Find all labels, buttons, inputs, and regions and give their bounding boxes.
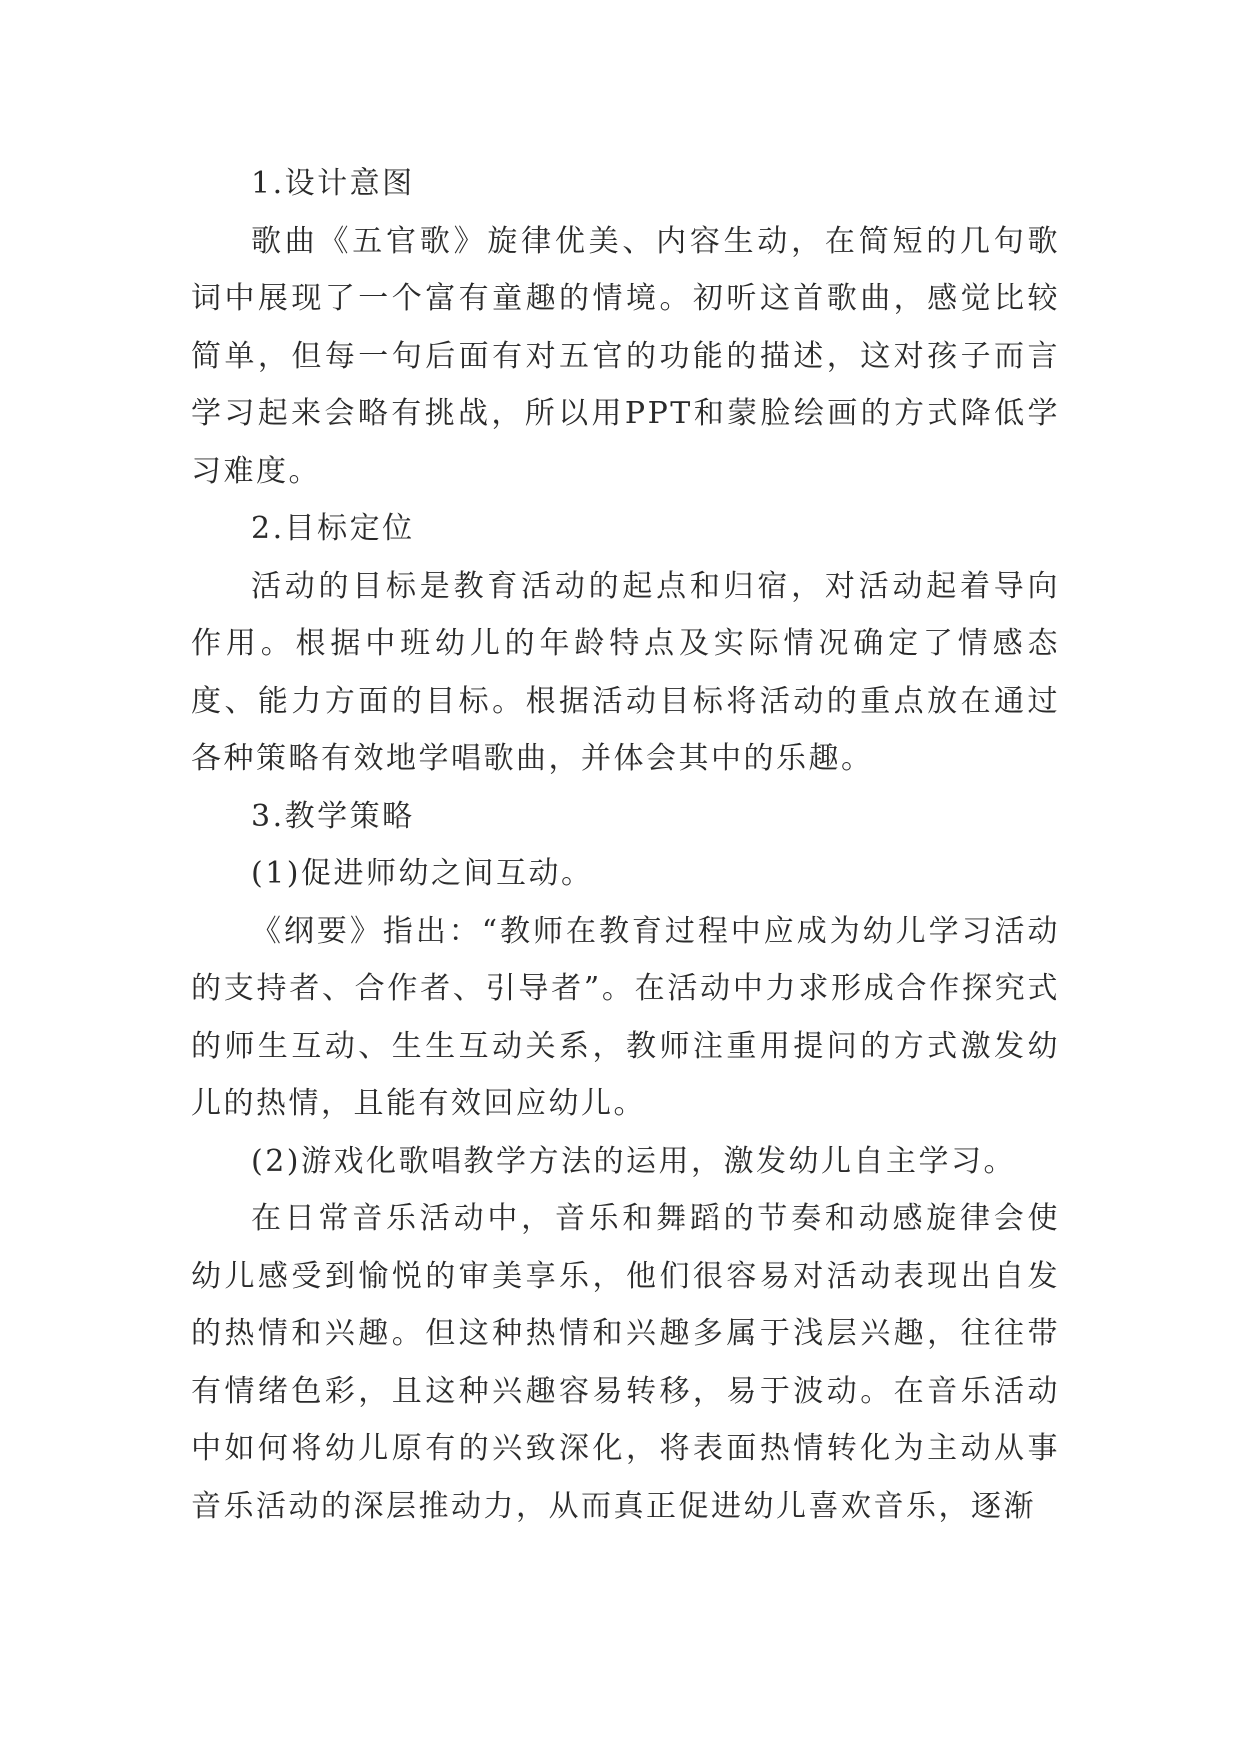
subheading-game-method: (2)游戏化歌唱教学方法的运用，激发幼儿自主学习。 bbox=[251, 1143, 1016, 1179]
paragraph-interaction: 《纲要》指出：“教师在教育过程中应成为幼儿学习活动的支持者、合作者、引导者”。在活动中力求形成合作探究式的师生互动、生生互动关系，教师注重用提问的方式激发幼儿的热情，且能有效回应幼儿。 bbox=[191, 913, 1060, 1121]
paragraph-game-method: 在日常音乐活动中，音乐和舞蹈的节奏和动感旋律会使幼儿感受到愉悦的审美享乐，他们很容易对活动表现出自发的热情和兴趣。但这种热情和兴趣多属于浅层兴趣，往往带有情绪色彩，且这种兴趣容易转移，易于波动。在音乐活动中如何将幼儿原有的兴致深化，将表面热情转化为主动从事音乐活动的深层推动力，从而真正促进幼儿喜欢音乐，逐渐 bbox=[191, 1201, 1060, 1524]
paragraph-goal-positioning: 活动的目标是教育活动的起点和归宿，对活动起着导向作用。根据中班幼儿的年龄特点及实际情况确定了情感态度、能力方面的目标。根据活动目标将活动的重点放在通过各种策略有效地学唱歌曲，并体会其中的乐趣。 bbox=[191, 568, 1060, 776]
document-body bbox=[191, 155, 1060, 1535]
section-heading-teaching-strategy: 3.教学策略 bbox=[251, 798, 415, 834]
subheading-interaction: (1)促进师幼之间互动。 bbox=[251, 856, 594, 891]
section-heading-design-intent: 1.设计意图 bbox=[251, 166, 415, 201]
paragraph-design-intent: 歌曲《五官歌》旋律优美、内容生动，在简短的几句歌词中展现了一个富有童趣的情境。初听这首歌曲，感觉比较简单，但每一句后面有对五官的功能的描述，这对孩子而言学习起来会略有挑战，所以用PPT和蒙脸绘画的方式降低学习难度。 bbox=[191, 223, 1060, 489]
section-heading-goal-positioning: 2.目标定位 bbox=[251, 511, 415, 546]
